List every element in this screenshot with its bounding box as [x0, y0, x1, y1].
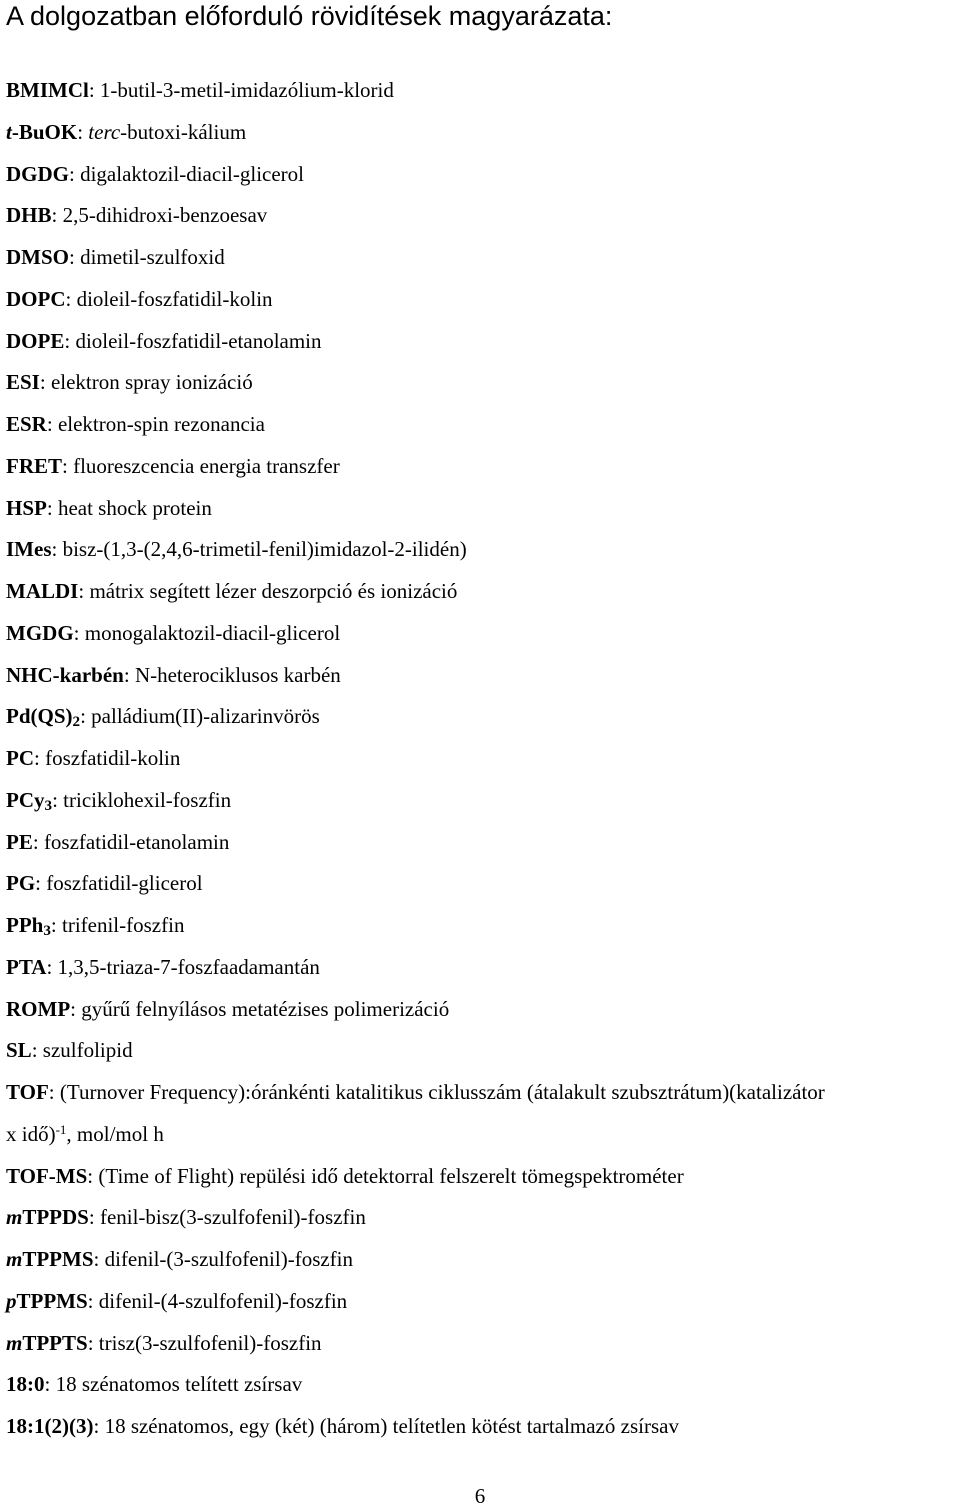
abbreviation-term [6, 287, 66, 311]
list-item [6, 1406, 956, 1448]
term-italic-prefix: m [6, 1330, 23, 1355]
abbreviation-term [6, 579, 78, 603]
separator: : [78, 579, 90, 603]
term-text: BMIMCl [6, 78, 89, 102]
abbreviation-term [6, 245, 69, 269]
separator: : [87, 1288, 99, 1313]
abbreviation-term [6, 1164, 87, 1188]
list-item [6, 1281, 956, 1323]
separator: : [32, 829, 44, 854]
separator: : [88, 1205, 100, 1230]
term-text: ROMP [6, 996, 71, 1021]
abbreviation-term [6, 1205, 89, 1229]
abbreviation-term [6, 203, 52, 227]
term-italic-prefix: t [6, 119, 12, 144]
list-item [6, 863, 956, 905]
abbreviation-definition: bisz-(1,3-(2,4,6-trimetil-fenil)imidazol-2-ilidén) [62, 537, 467, 562]
list-item [6, 947, 956, 989]
abbreviation-definition: foszfatidil-glicerol [46, 871, 203, 896]
term-text: MALDI [6, 579, 79, 603]
abbreviation-term [6, 621, 74, 645]
term-text: TPPMS [16, 1288, 88, 1313]
term-subscript: 2 [72, 714, 81, 731]
abbreviation-definition: digalaktozil-diacil-glicerol [80, 161, 304, 186]
list-item [6, 738, 956, 780]
abbreviation-definition: difenil-(3-szulfofenil)-foszfin [104, 1247, 354, 1271]
abbreviation-definition: fenil-bisz(3-szulfofenil)-foszfin [99, 1205, 366, 1230]
abbreviation-term [6, 370, 40, 394]
list-item [6, 70, 956, 112]
abbreviation-definition: szulfolipid [42, 1038, 133, 1063]
separator: : [46, 954, 58, 979]
list-item [6, 1239, 956, 1281]
abbreviation-definition: fluoreszcencia energia transzfer [73, 453, 340, 478]
abbreviation-definition: 2,5-dihidroxi-benzoesav [62, 203, 268, 228]
abbreviation-definition: difenil-(4-szulfofenil)-foszfin [98, 1288, 348, 1313]
term-subscript: 3 [43, 923, 51, 940]
separator: : [34, 746, 46, 770]
term-text: HSP [6, 495, 47, 520]
separator: : [93, 1247, 105, 1271]
abbreviation-term [6, 496, 47, 520]
term-text: ESR [6, 412, 47, 436]
abbreviation-definition: N-heterociklusos karbén [134, 662, 341, 687]
list-item [6, 905, 956, 947]
separator: : [62, 453, 74, 478]
separator: : [88, 78, 100, 102]
term-text: DOPE [6, 328, 65, 353]
abbreviation-term [6, 329, 64, 353]
separator: : [123, 662, 135, 687]
separator: : [51, 537, 63, 562]
list-item [6, 529, 956, 571]
list-item [6, 1156, 956, 1198]
list-item [6, 1364, 956, 1406]
term-text: IMes [6, 537, 52, 562]
term-text: PE [6, 829, 33, 854]
abbreviation-definition: triciklohexil-foszfin [63, 787, 232, 812]
term-text: ESI [6, 370, 40, 395]
separator: : [70, 996, 82, 1021]
term-text: DOPC [6, 286, 66, 311]
abbreviation-definition: foszfatidil-etanolamin [43, 829, 230, 854]
separator: : [46, 412, 58, 436]
separator: : [52, 787, 64, 812]
separator: : [51, 203, 63, 228]
abbreviation-term [6, 913, 51, 940]
abbreviation-definition: elektron-spin rezonancia [57, 412, 265, 436]
term-italic-prefix: m [6, 1205, 23, 1230]
term-text: PCy [6, 787, 45, 812]
term-text: 18:0 [6, 1372, 45, 1397]
abbreviation-group [6, 70, 956, 1072]
list-item-tof [6, 1072, 956, 1156]
abbreviation-term [6, 871, 35, 895]
abbreviation-definition-cont: x idő) [6, 1121, 56, 1146]
term-text: TPPMS [22, 1247, 94, 1271]
list-item [6, 1197, 956, 1239]
abbreviation-definition: dioleil-foszfatidil-kolin [76, 286, 273, 311]
list-item [6, 154, 956, 196]
list-item [6, 1323, 956, 1365]
list-item [6, 655, 956, 697]
abbreviation-term [6, 1038, 32, 1062]
abbreviation-list [6, 70, 956, 1448]
separator: : [69, 245, 81, 269]
abbreviation-term: TOF [6, 1080, 49, 1104]
list-item [6, 613, 956, 655]
list-item [6, 362, 956, 404]
abbreviation-definition: elektron spray ionizáció [50, 370, 253, 395]
term-text: SL [6, 1038, 32, 1063]
term-text: TOF-MS [6, 1163, 88, 1188]
abbreviation-term [6, 1331, 88, 1355]
abbreviation-definition: monogalaktozil-diacil-glicerol [84, 620, 341, 645]
page-title: A dolgozatban előforduló rövidítések magyarázata: [6, 1, 613, 31]
definition-italic: terc [88, 119, 121, 144]
separator: : [35, 871, 47, 896]
separator: : [48, 1080, 60, 1104]
abbreviation-definition: trisz(3-szulfofenil)-foszfin [98, 1330, 322, 1355]
term-text: 18:1(2)(3) [6, 1414, 94, 1438]
abbreviation-definition: foszfatidil-kolin [45, 746, 181, 770]
list-item [6, 321, 956, 363]
abbreviation-definition: dimetil-szulfoxid [80, 245, 225, 269]
list-item [6, 780, 956, 822]
list-item [6, 1030, 956, 1072]
abbreviation-definition: (Time of Flight) repülési idő detektorral felszerelt tömegspektrométer [98, 1163, 684, 1188]
separator: : [87, 1163, 99, 1188]
term-text: PG [6, 871, 36, 896]
abbreviation-term [6, 412, 47, 436]
list-item [6, 571, 956, 613]
abbreviation-definition: 1,3,5-triaza-7-foszfaadamantán [57, 954, 320, 979]
abbreviation-term [6, 704, 81, 731]
abbreviation-definition: dioleil-foszfatidil-etanolamin [75, 328, 322, 353]
term-text: DMSO [6, 245, 69, 269]
abbreviation-term [6, 1247, 94, 1271]
abbreviation-term [6, 997, 70, 1021]
separator: : [69, 161, 81, 186]
separator: : [65, 286, 77, 311]
term-italic-prefix: p [6, 1288, 17, 1313]
abbreviation-term [6, 830, 33, 854]
abbreviation-definition: palládium(II)-alizarinvörös [91, 704, 320, 729]
page-number: 6 [474, 1484, 486, 1508]
term-text: PPh [6, 913, 44, 937]
term-text: MGDG [6, 620, 74, 645]
list-item [6, 696, 956, 738]
separator: : [80, 704, 92, 729]
abbreviation-term [6, 1414, 93, 1438]
abbreviation-definition: trifenil-foszfin [62, 913, 185, 937]
list-item [6, 237, 956, 279]
separator: : [73, 620, 85, 645]
term-text: DGDG [6, 161, 69, 186]
superscript: -1 [55, 1121, 67, 1137]
term-text: PC [6, 746, 34, 770]
abbreviation-term [6, 955, 46, 979]
abbreviation-definition: mátrix segített lézer deszorpció és ionizáció [89, 579, 458, 603]
abbreviation-definition: 1-butil-3-metil-imidazólium-klorid [99, 78, 394, 102]
term-text: PTA [6, 954, 47, 979]
abbreviation-term [6, 788, 52, 812]
abbreviation-definition: -butoxi-kálium [120, 119, 247, 144]
term-text: TPPTS [22, 1330, 88, 1355]
list-item [6, 112, 956, 154]
term-text: -BuOK [11, 119, 78, 144]
abbreviation-term [6, 746, 34, 770]
separator: : [31, 1038, 43, 1063]
list-item [6, 195, 956, 237]
abbreviation-definition: 18 szénatomos telített zsírsav [55, 1372, 303, 1397]
separator: : [77, 119, 89, 144]
list-item [6, 404, 956, 446]
separator: : [93, 1414, 105, 1438]
separator: : [46, 495, 58, 520]
list-item [6, 989, 956, 1031]
abbreviation-definition: gyűrű felnyílásos metatézises polimerizáció [81, 996, 450, 1021]
separator: : [87, 1330, 99, 1355]
abbreviation-term [6, 1289, 88, 1313]
separator: : [64, 328, 76, 353]
term-text: NHC-karbén [6, 662, 124, 687]
term-text: TPPDS [22, 1205, 89, 1230]
abbreviation-term [6, 537, 52, 561]
abbreviation-definition: 18 szénatomos, egy (két) (három) telítetlen kötést tartalmazó zsírsav [104, 1414, 679, 1438]
separator: : [50, 913, 62, 937]
term-subscript: 3 [44, 797, 53, 814]
list-item [6, 488, 956, 530]
abbreviation-term [6, 663, 124, 687]
abbreviation-definition-end: , mol/mol h [66, 1121, 164, 1146]
abbreviation-term [6, 120, 77, 144]
term-text: Pd(QS) [6, 704, 73, 729]
term-italic-prefix: m [6, 1247, 23, 1271]
separator: : [39, 370, 51, 395]
list-item [6, 822, 956, 864]
separator: : [44, 1372, 56, 1397]
term-text: FRET [6, 453, 63, 478]
abbreviation-term [6, 78, 89, 102]
list-item [6, 279, 956, 321]
abbreviation-group [6, 1156, 956, 1448]
term-text: DHB [6, 203, 52, 228]
abbreviation-term [6, 454, 62, 478]
abbreviation-term [6, 162, 69, 186]
abbreviation-definition: heat shock protein [57, 495, 212, 520]
abbreviation-definition: (Turnover Frequency):óránkénti katalitikus ciklusszám (átalakult szubsztrátum)(katalizátor [59, 1080, 825, 1104]
abbreviation-term [6, 1372, 45, 1396]
list-item [6, 446, 956, 488]
